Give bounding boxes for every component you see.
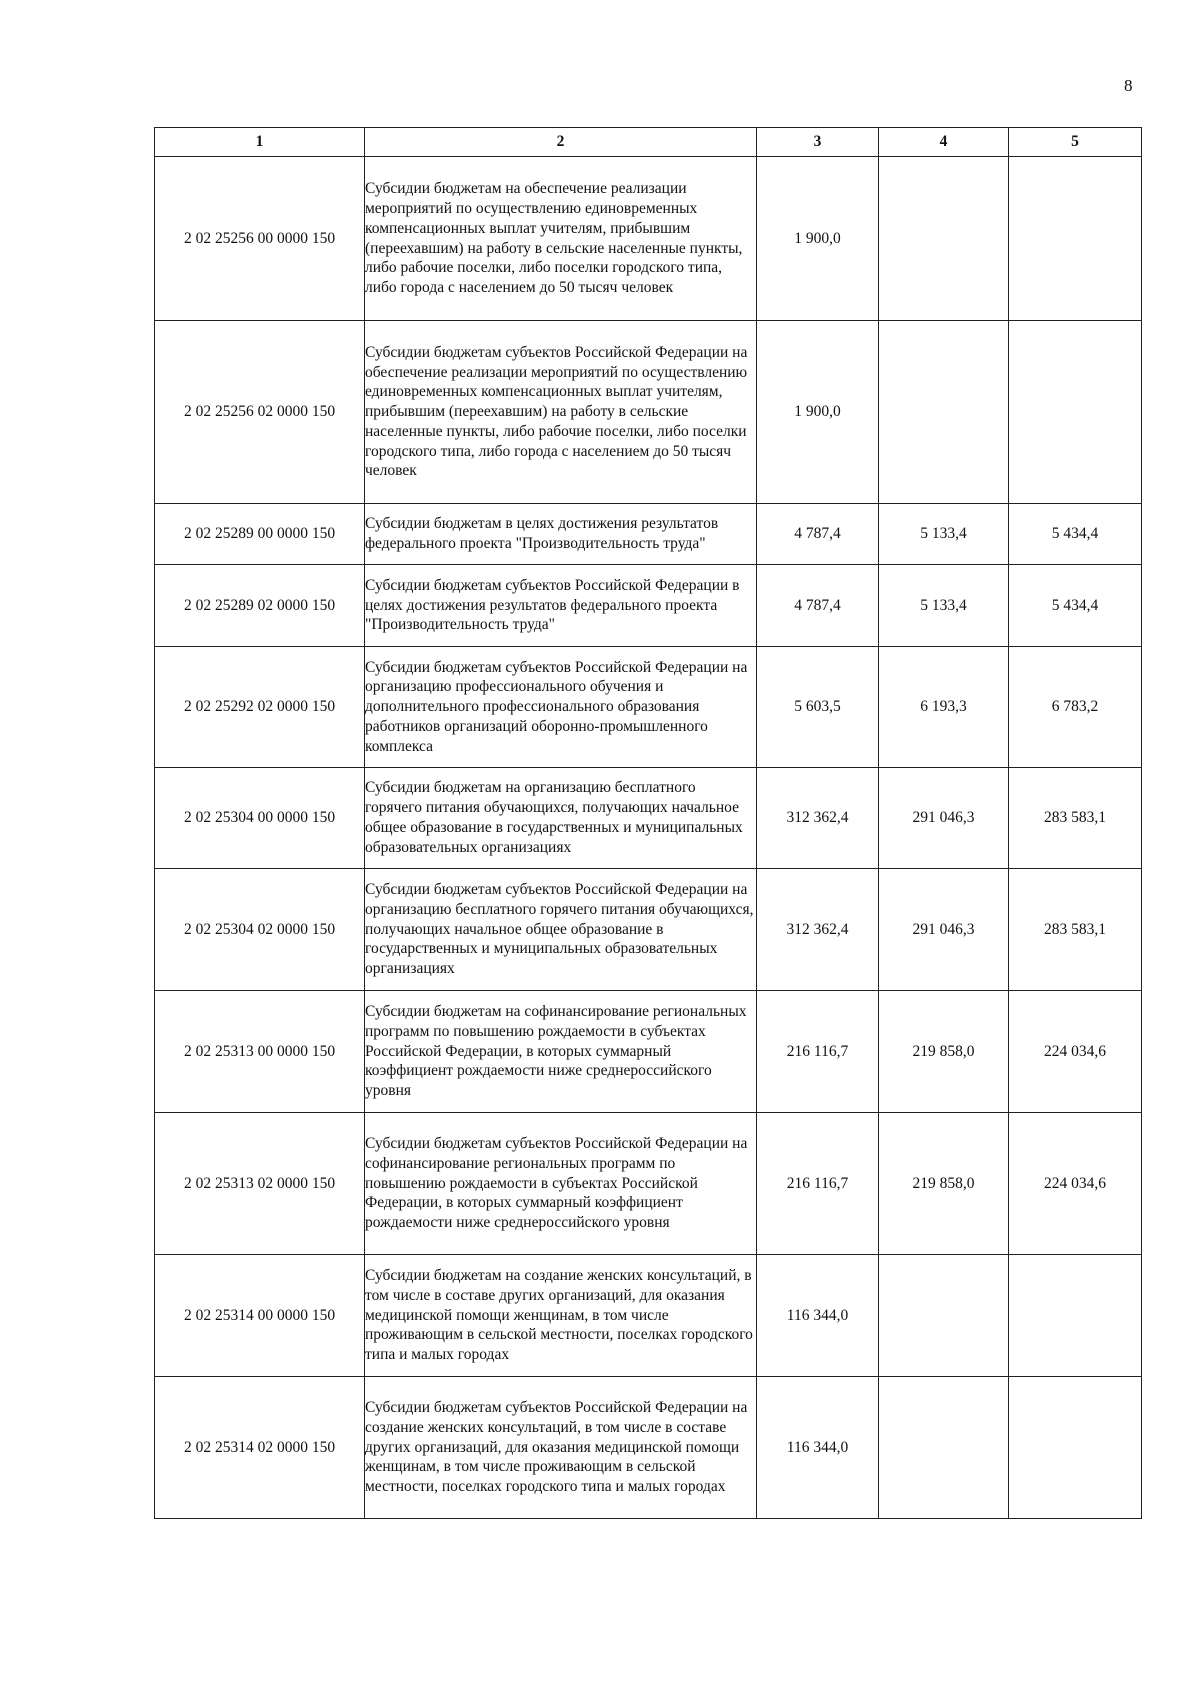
table-row bbox=[155, 321, 1142, 504]
value-col5: 5 434,4 bbox=[1009, 504, 1142, 565]
column-header-2: 2 bbox=[365, 128, 757, 157]
budget-code: 2 02 25314 00 0000 150 bbox=[155, 1255, 365, 1377]
page-number: 8 bbox=[1124, 76, 1133, 95]
value-col3: 216 116,7 bbox=[757, 991, 879, 1113]
value-col4: 291 046,3 bbox=[879, 768, 1009, 869]
table-row bbox=[155, 504, 1142, 565]
value-col4: 5 133,4 bbox=[879, 565, 1009, 647]
column-header-1: 1 bbox=[155, 128, 365, 157]
budget-code: 2 02 25256 02 0000 150 bbox=[155, 321, 365, 504]
table-row bbox=[155, 157, 1142, 321]
table-row bbox=[155, 1113, 1142, 1255]
row-description: Субсидии бюджетам на обеспечение реализации мероприятий по осуществлению единовременных компенсационных выплат учителям, прибывшим (переехавшим) на работу в сельские населенные пункты, либо рабочие поселки, либо поселки городского типа, либо города с населением до 50 тысяч человек bbox=[365, 157, 757, 321]
row-description: Субсидии бюджетам субъектов Российской Федерации на создание женских консультаций, в том числе в составе других организаций, для оказания медицинской помощи женщинам, в том числе проживающим в сельской местности, поселках городского типа и малых городах bbox=[365, 1377, 757, 1519]
value-col4: 5 133,4 bbox=[879, 504, 1009, 565]
row-description: Субсидии бюджетам субъектов Российской Федерации на организацию профессионального обучения и дополнительного профессионального образования работников организаций оборонно-промышленного комплекса bbox=[365, 647, 757, 768]
value-col5 bbox=[1009, 157, 1142, 321]
row-description: Субсидии бюджетам субъектов Российской Федерации на софинансирование региональных программ по повышению рождаемости в субъектах Российской Федерации, в которых суммарный коэффициент рождаемости ниже среднероссийского уровня bbox=[365, 1113, 757, 1255]
value-col3: 1 900,0 bbox=[757, 157, 879, 321]
value-col4 bbox=[879, 157, 1009, 321]
budget-code: 2 02 25304 00 0000 150 bbox=[155, 768, 365, 869]
budget-code: 2 02 25314 02 0000 150 bbox=[155, 1377, 365, 1519]
value-col5: 283 583,1 bbox=[1009, 869, 1142, 991]
table-row bbox=[155, 565, 1142, 647]
value-col5: 283 583,1 bbox=[1009, 768, 1142, 869]
row-description: Субсидии бюджетам субъектов Российской Федерации на обеспечение реализации мероприятий по осуществлению единовременных компенсационных выплат учителям, прибывшим (переехавшим) на работу в сельские населенные пункты, либо рабочие поселки, либо поселки городского типа, либо города с населением до 50 тысяч человек bbox=[365, 321, 757, 504]
table-row bbox=[155, 1377, 1142, 1519]
value-col3: 116 344,0 bbox=[757, 1377, 879, 1519]
column-header-3: 3 bbox=[757, 128, 879, 157]
row-description: Субсидии бюджетам на софинансирование региональных программ по повышению рождаемости в субъектах Российской Федерации, в которых суммарный коэффициент рождаемости ниже среднероссийского уровня bbox=[365, 991, 757, 1113]
column-header-5: 5 bbox=[1009, 128, 1142, 157]
table-row bbox=[155, 647, 1142, 768]
value-col3: 312 362,4 bbox=[757, 869, 879, 991]
header-row bbox=[155, 128, 1142, 157]
table-row bbox=[155, 869, 1142, 991]
budget-code: 2 02 25313 00 0000 150 bbox=[155, 991, 365, 1113]
value-col4: 6 193,3 bbox=[879, 647, 1009, 768]
value-col5 bbox=[1009, 321, 1142, 504]
value-col5 bbox=[1009, 1377, 1142, 1519]
value-col3: 1 900,0 bbox=[757, 321, 879, 504]
value-col3: 116 344,0 bbox=[757, 1255, 879, 1377]
row-description: Субсидии бюджетам на создание женских консультаций, в том числе в составе других организаций, для оказания медицинской помощи женщинам, в том числе проживающим в сельской местности, поселках городского типа и малых городах bbox=[365, 1255, 757, 1377]
budget-code: 2 02 25292 02 0000 150 bbox=[155, 647, 365, 768]
budget-code: 2 02 25289 00 0000 150 bbox=[155, 504, 365, 565]
row-description: Субсидии бюджетам субъектов Российской Федерации в целях достижения результатов федерального проекта "Производительность труда" bbox=[365, 565, 757, 647]
value-col3: 5 603,5 bbox=[757, 647, 879, 768]
row-description: Субсидии бюджетам на организацию бесплатного горячего питания обучающихся, получающих начальное общее образование в государственных и муниципальных образовательных организациях bbox=[365, 768, 757, 869]
value-col5: 6 783,2 bbox=[1009, 647, 1142, 768]
value-col3: 4 787,4 bbox=[757, 565, 879, 647]
value-col4: 219 858,0 bbox=[879, 991, 1009, 1113]
budget-table bbox=[154, 127, 1142, 1519]
value-col4: 219 858,0 bbox=[879, 1113, 1009, 1255]
value-col4 bbox=[879, 1377, 1009, 1519]
budget-code: 2 02 25313 02 0000 150 bbox=[155, 1113, 365, 1255]
value-col4 bbox=[879, 321, 1009, 504]
value-col5: 224 034,6 bbox=[1009, 991, 1142, 1113]
column-header-4: 4 bbox=[879, 128, 1009, 157]
value-col3: 4 787,4 bbox=[757, 504, 879, 565]
table-row bbox=[155, 991, 1142, 1113]
value-col3: 312 362,4 bbox=[757, 768, 879, 869]
value-col3: 216 116,7 bbox=[757, 1113, 879, 1255]
row-description: Субсидии бюджетам субъектов Российской Федерации на организацию бесплатного горячего питания обучающихся, получающих начальное общее образование в государственных и муниципальных образовательных организациях bbox=[365, 869, 757, 991]
value-col4: 291 046,3 bbox=[879, 869, 1009, 991]
table-row bbox=[155, 1255, 1142, 1377]
table-row bbox=[155, 768, 1142, 869]
row-description: Субсидии бюджетам в целях достижения результатов федерального проекта "Производительность труда" bbox=[365, 504, 757, 565]
value-col5: 5 434,4 bbox=[1009, 565, 1142, 647]
budget-code: 2 02 25289 02 0000 150 bbox=[155, 565, 365, 647]
value-col5 bbox=[1009, 1255, 1142, 1377]
budget-code: 2 02 25256 00 0000 150 bbox=[155, 157, 365, 321]
value-col5: 224 034,6 bbox=[1009, 1113, 1142, 1255]
budget-code: 2 02 25304 02 0000 150 bbox=[155, 869, 365, 991]
value-col4 bbox=[879, 1255, 1009, 1377]
